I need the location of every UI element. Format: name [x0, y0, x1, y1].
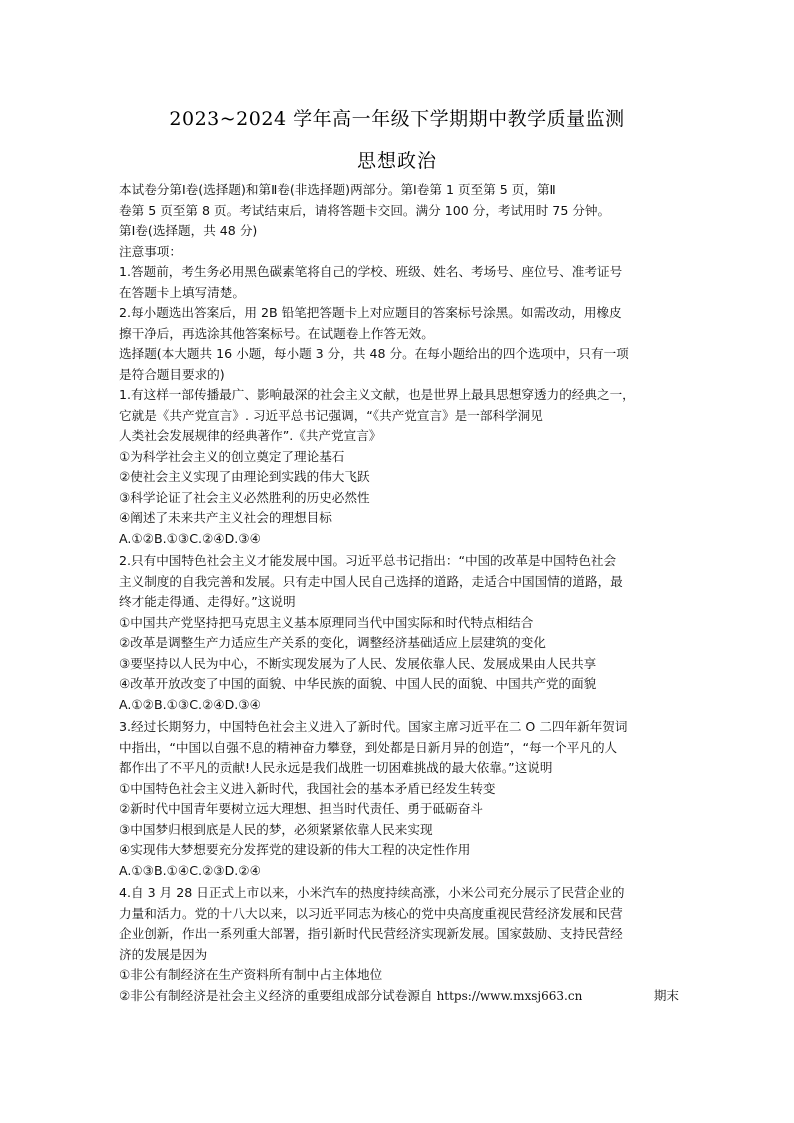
question-option: ④改革开放改变了中国的面貌、中华民族的面貌、中国人民的面貌、中国共产党的面貌: [119, 676, 597, 691]
question-stem: 1.有这样一部传播最广、影响最深的社会主义文献，也是世界上最具思想穿透力的经典之一，: [119, 387, 635, 402]
answer-choices: A.①②B.①③C.②④D.③④: [119, 696, 261, 712]
section-heading: 第Ⅰ卷(选择题，共 48 分): [119, 223, 258, 238]
question-option-with-source: [119, 986, 679, 1007]
question-stem: 都作出了不平凡的贡献!人民永远是我们战胜一切困难挑战的最大依靠。”这说明: [119, 760, 553, 775]
section-instructions: 选择题(本大题共 16 小题，每小题 3 分，共 48 分。在每小题给出的四个选项中，只有一项: [119, 346, 629, 361]
question-stem: 人类社会发展规律的经典著作”.《共产党宣言》: [119, 428, 382, 443]
question-3: [119, 717, 679, 881]
exam-content: [119, 180, 679, 1006]
notice-line: 1.答题前，考生务必用黑色碳素笔将自己的学校、班级、姓名、考场号、座位号、准考证号: [119, 264, 623, 279]
question-stem: 3.经过长期努力，中国特色社会主义进入了新时代。国家主席习近平在二 O 二四年新年贺词: [119, 719, 628, 734]
question-option: ③要坚持以人民为中心，不断实现发展为了人民、发展依靠人民、发展成果由人民共享: [119, 655, 597, 671]
trailing-text: 期末: [653, 987, 679, 1003]
question-option: ②新时代中国青年要树立远大理想、担当时代责任、勇于砥砺奋斗: [119, 801, 483, 816]
question-stem: 企业创新，作出一系列重大部署，指引新时代民营经济实现新发展。国家鼓励、支持民营经: [119, 926, 623, 941]
question-stem: 中指出，“中国以自强不息的精神奋力攀登，到处都是日新月异的创造”，“每一个平凡的人: [119, 739, 618, 755]
question-option: ②非公有制经济是社会主义经济的重要组成部分试卷源自: [119, 987, 433, 1003]
question-stem: 力量和活力。党的十八大以来，以习近平同志为核心的党中央高度重视民营经济发展和民营: [119, 905, 623, 921]
question-option: ③科学论证了社会主义必然胜利的历史必然性: [119, 489, 370, 505]
subject-title: 思想政治: [356, 150, 437, 172]
question-option: ①中国特色社会主义进入新时代，我国社会的基本矛盾已经发生转变: [119, 780, 496, 796]
question-2: [119, 551, 679, 715]
question-stem: 济的发展是因为: [119, 946, 208, 962]
question-stem: 主义制度的自我完善和发展。只有走中国人民自己选择的道路，走适合中国国情的道路，最: [119, 573, 623, 589]
answer-choices: A.①②B.①③C.②④D.③④: [119, 530, 261, 546]
question-option: ③中国梦归根到底是人民的梦，必须紧紧依靠人民来实现: [119, 821, 433, 837]
section-instructions: 是符合题目要求的): [119, 366, 225, 382]
question-stem: 终才能走得通、走得好。”这说明: [119, 594, 296, 609]
question-option: ②改革是调整生产力适应生产关系的变化，调整经济基础适应上层建筑的变化: [119, 635, 546, 650]
question-4: [119, 883, 679, 1006]
question-option: ①中国共产党坚持把马克思主义基本原理同当代中国实际和时代特点相结合: [119, 614, 534, 630]
question-option: ④实现伟大梦想要充分发挥党的建设新的伟大工程的决定性作用: [119, 842, 471, 857]
notice-line: 2.每小题选出答案后，用 2B 铅笔把答题卡上对应题目的答案标号涂黑。如需改动，用橡皮: [119, 305, 622, 320]
question-option: ①为科学社会主义的创立奠定了理论基石: [119, 448, 345, 464]
intro-line: 卷第 5 页至第 8 页。考试结束后，请将答题卡交回。满分 100 分，考试用时 75 分钟。: [119, 202, 611, 218]
question-stem: 2.只有中国特色社会主义才能发展中国。习近平总书记指出：“中国的改革是中国特色社会: [119, 553, 617, 568]
source-url: https://www.mxsj663.cn: [436, 988, 583, 1003]
notice-line: 擦干净后，再选涂其他答案标号。在试题卷上作答无效。: [119, 325, 434, 341]
exam-title: 2023~2024 学年高一年级下学期期中教学质量监测: [169, 108, 625, 130]
intro-line: 本试卷分第Ⅰ卷(选择题)和第Ⅱ卷(非选择题)两部分。第Ⅰ卷第 1 页至第 5 页，第Ⅱ: [119, 182, 556, 197]
question-stem: 4.自 3 月 28 日正式上市以来，小米汽车的热度持续高涨，小米公司充分展示了民营企业的: [119, 885, 625, 900]
answer-choices: A.①③B.①④C.②③D.②④: [119, 862, 261, 878]
question-1: [119, 385, 679, 549]
notice-heading: 注意事项：: [119, 243, 182, 259]
notice-line: 在答题卡上填写清楚。: [119, 284, 245, 300]
question-stem: 它就是《共产党宣言》. 习近平总书记强调，“《共产党宣言》是一部科学洞见: [119, 407, 543, 423]
question-option: ①非公有制经济在生产资料所有制中占主体地位: [119, 967, 383, 982]
question-option: ②使社会主义实现了由理论到实践的伟大飞跃: [119, 469, 370, 484]
question-option: ④阐述了未来共产主义社会的理想目标: [119, 510, 332, 525]
